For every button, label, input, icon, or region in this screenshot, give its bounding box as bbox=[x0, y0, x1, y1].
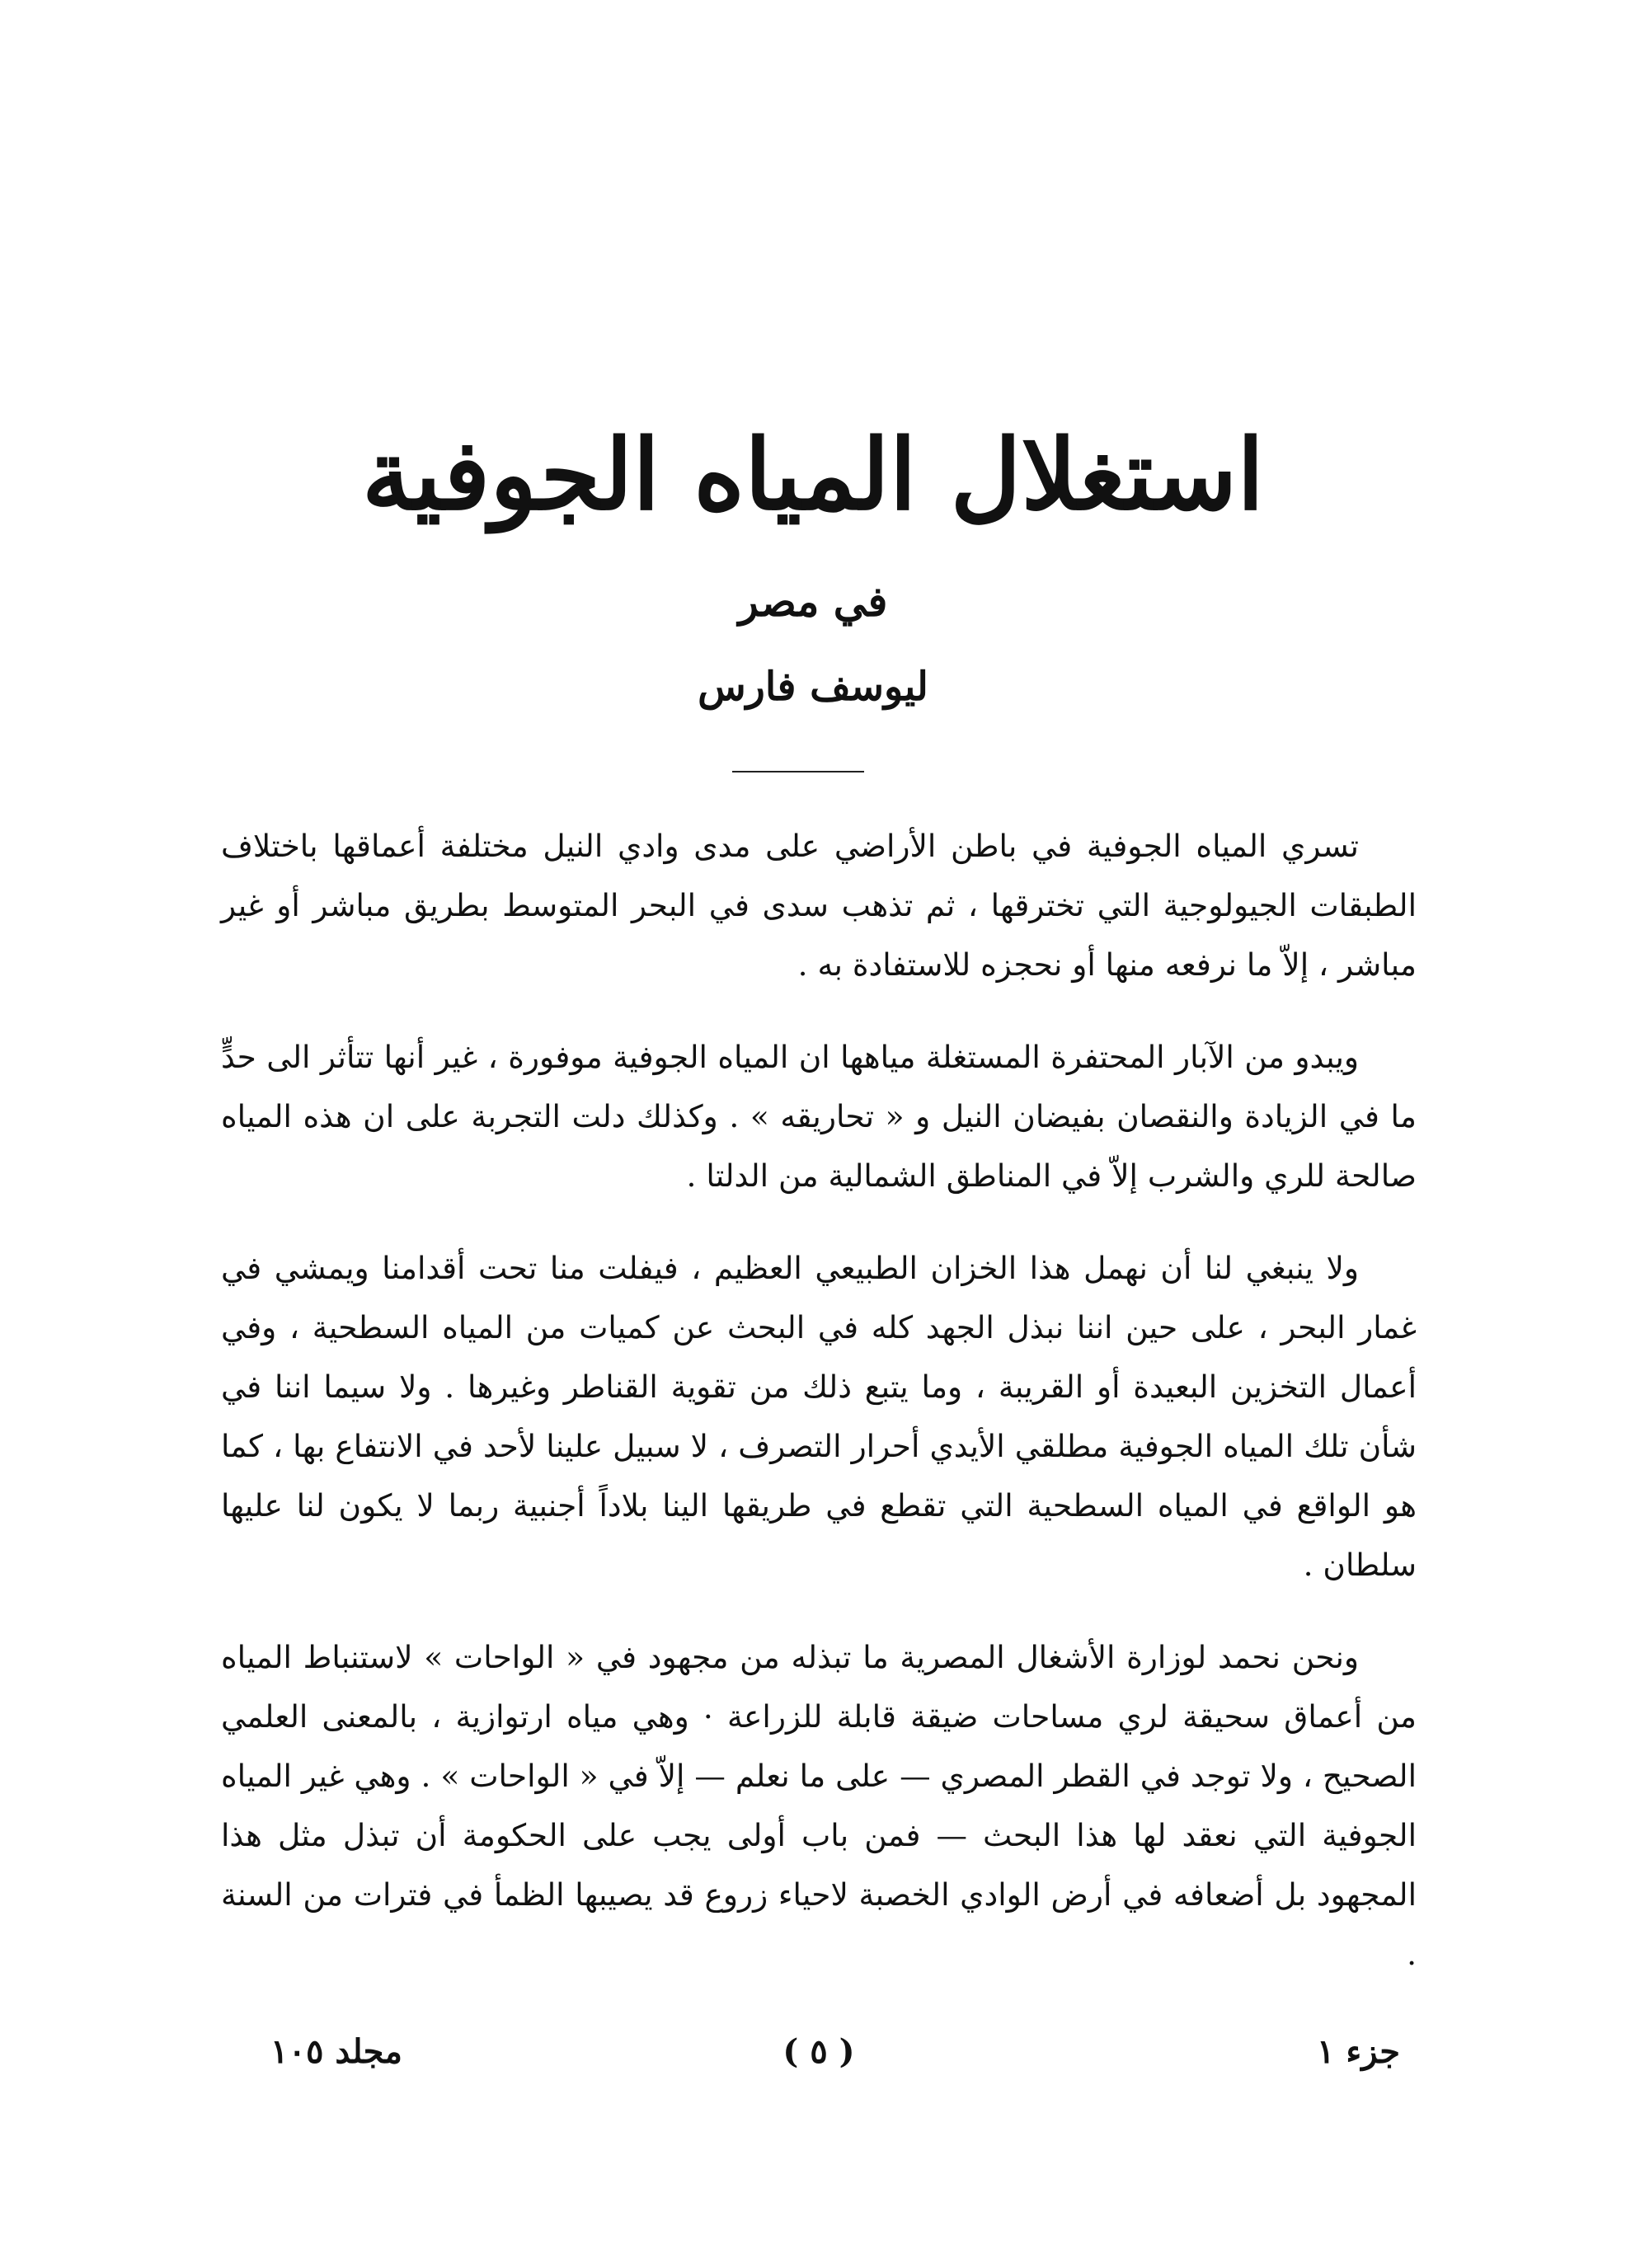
article-title: استغلال المياه الجوفية bbox=[362, 417, 1264, 532]
article-author: ليوسف فارس bbox=[698, 664, 928, 710]
paragraph-3: ولا ينبغي لنا أن نهمل هذا الخزان الطبيعي العظيم ، فيفلت منا تحت أقدامنا ويمشي في غمار البحر ، على حين اننا نبذل الجهد كله في البحث عن كميات من المياه السطحية ، وفي أعمال التخزين البعيدة أو القريبة ، وما يتبع ذلك من تقوية القناطر وغيرها . ولا سيما اننا في شأن تلك المياه الجوفية مطلقي الأيدي أحرار التصرف ، لا سبيل علينا لأحد في الانتفاع بها ، كما هو الواقع في المياه السطحية التي تقطع في طريقها الينا بلاداً أجنبية ربما لا يكون لنا عليها سلطان . bbox=[221, 1250, 1417, 1583]
title-divider bbox=[732, 771, 864, 772]
paragraph-2: ويبدو من الآبار المحتفرة المستغلة مياهها ان المياه الجوفية موفورة ، غير أنها تتأثر الى حدٍّ ما في الزيادة والنقصان بفيضان النيل و « تحاريقه » . وكذلك دلت التجربة على ان هذه المياه صالحة للري والشرب إلاّ في المناطق الشمالية من الدلتا . bbox=[221, 1039, 1417, 1194]
article-body bbox=[221, 816, 1417, 2017]
footer-volume: مجلد ١٠٥ bbox=[270, 2032, 402, 2071]
paragraph-1: تسري المياه الجوفية في باطن الأراضي على مدى وادي النيل مختلفة أعماقها باختلاف الطبقات الجيولوجية التي تخترقها ، ثم تذهب سدى في البحر المتوسط بطريق مباشر أو غير مباشر ، إلاّ ما نرفعه منها أو نحجزه للاستفادة به . bbox=[221, 828, 1417, 983]
footer-page-number: ( ٥ ) bbox=[782, 2032, 855, 2071]
page-footer bbox=[221, 2032, 1417, 2090]
footer-part: جزء ١ bbox=[1316, 2032, 1400, 2071]
paragraph-4: ونحن نحمد لوزارة الأشغال المصرية ما تبذله من مجهود في « الواحات » لاستنباط المياه من أعماق سحيقة لري مساحات ضيقة قابلة للزراعة · وهي مياه ارتوازية ، بالمعنى العلمي الصحيح ، ولا توجد في القطر المصري — على ما نعلم — إلاّ في « الواحات » . وهي غير المياه الجوفية التي نعقد لها هذا البحث — فمن باب أولى يجب على الحكومة أن تبذل مثل هذا المجهود بل أضعافه في أرض الوادي الخصبة لاحياء زروع قد يصيبها الظمأ في فترات من السنة . bbox=[221, 1639, 1417, 1972]
article-subtitle: في مصر bbox=[738, 577, 888, 626]
